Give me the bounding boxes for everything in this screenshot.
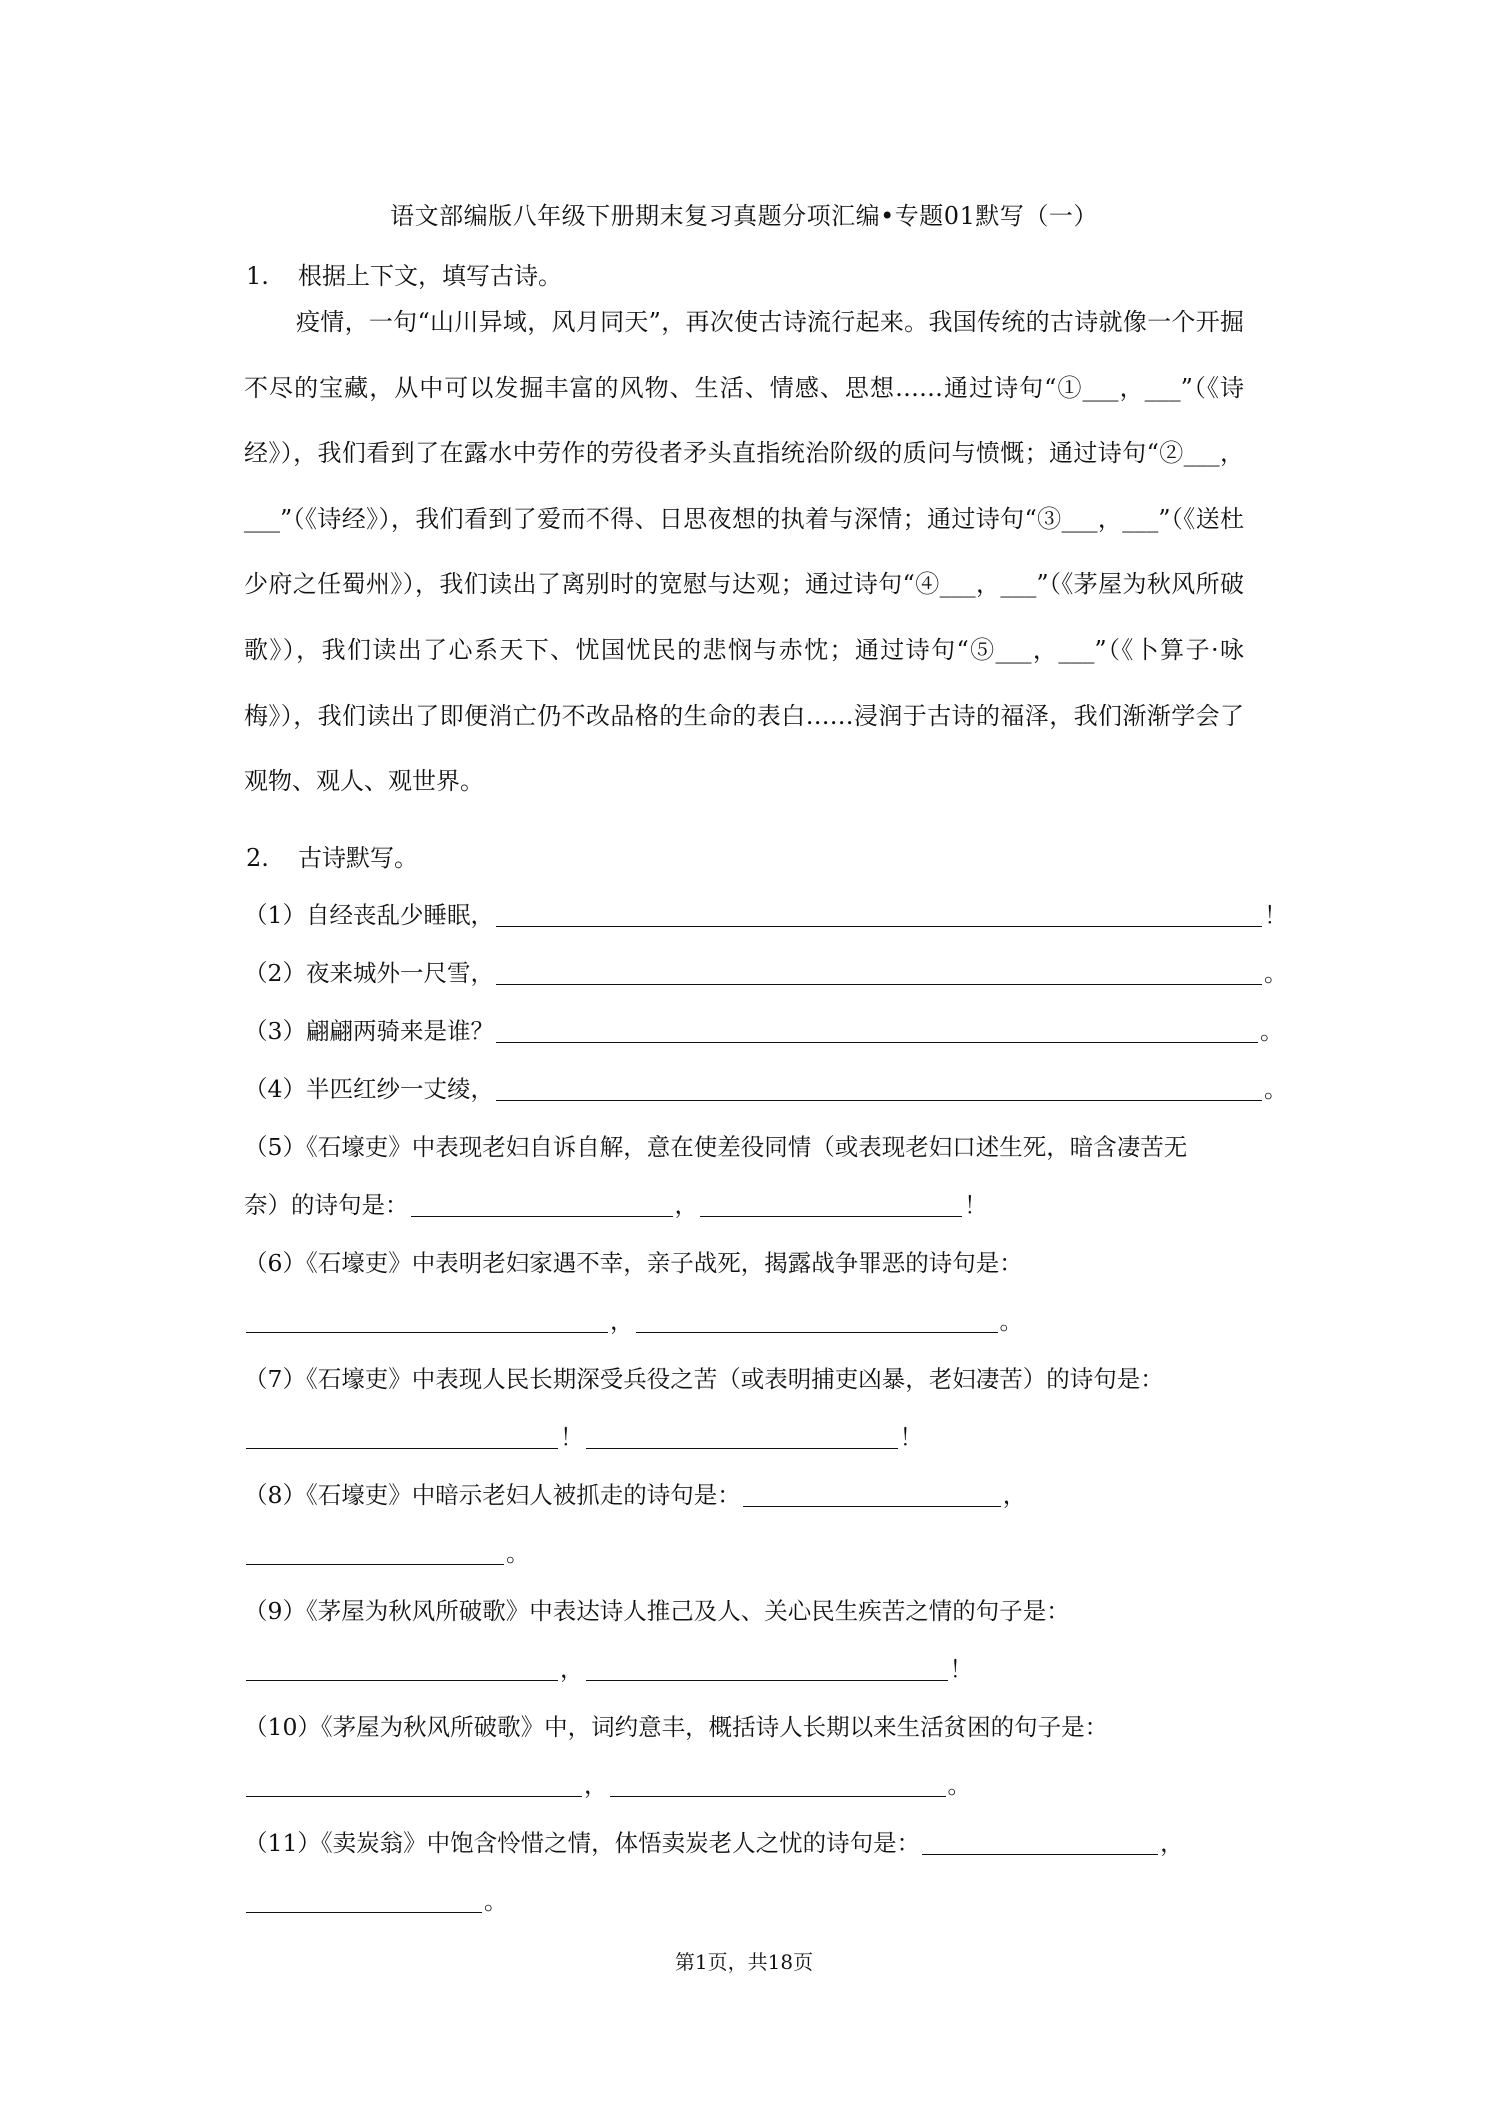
dictation-item-8 bbox=[244, 1476, 1026, 1510]
answer-blank[interactable] bbox=[743, 1480, 1001, 1507]
dictation-item-10-answer bbox=[244, 1766, 971, 1800]
item-text: （2）夜来城外一尺雪， bbox=[244, 959, 494, 987]
item-sep: ！ bbox=[560, 1423, 584, 1451]
item-end: ！ bbox=[1263, 901, 1288, 929]
dictation-item-1 bbox=[244, 896, 1287, 930]
dictation-item-7-answer bbox=[244, 1418, 923, 1452]
answer-blank[interactable] bbox=[496, 900, 1262, 927]
item-text: （4）半匹红纱一丈绫， bbox=[244, 1075, 494, 1103]
answer-blank[interactable] bbox=[636, 1306, 998, 1333]
dictation-item-7 bbox=[244, 1360, 1164, 1394]
answer-blank[interactable] bbox=[246, 1654, 558, 1681]
item-end: 。 bbox=[506, 1539, 530, 1567]
dictation-item-3 bbox=[244, 1012, 1283, 1046]
dictation-item-10 bbox=[244, 1708, 1108, 1742]
item-end: 。 bbox=[1263, 959, 1288, 987]
answer-blank[interactable] bbox=[586, 1422, 898, 1449]
question-number: 1. bbox=[246, 262, 269, 290]
dictation-item-6-answer bbox=[244, 1302, 1023, 1336]
item-end: ！ bbox=[899, 1423, 923, 1451]
item-sep: ， bbox=[1160, 1829, 1184, 1857]
question-prompt: 古诗默写。 bbox=[298, 844, 418, 872]
item-sep: ， bbox=[1002, 1481, 1027, 1509]
answer-blank[interactable] bbox=[246, 1770, 582, 1797]
item-end: 。 bbox=[947, 1771, 971, 1799]
passage-text: 疫情，一句“山川异域，风月同天”，再次使古诗流行起来。我国传统的古诗就像一个开掘不尽的宝藏，从中可以发掘丰富的风物、生活、情感、思想……通过诗句“①___，___”（《诗经》），我们看到了在露水中劳作的劳役者矛头直指统治阶级的质问与愤慨；通过诗句“②___，___”（《诗经》），我们看到了爱而不得、日思夜想的执着与深情；通过诗句“③___，___”（《送杜少府之任蜀州》），我们读出了离别时的宽慰与达观；通过诗句“④___，___”（《茅屋为秋风所破歌》），我们读出了心系天下、忧国忧民的悲悯与赤忱；通过诗句“⑤___，___”（《卜算子·咏梅》），我们读出了即便消亡仍不改品格的生命的表白……浸润于古诗的福泽，我们渐渐学会了观物、观人、观世界。 bbox=[244, 308, 1244, 796]
dictation-item-9-answer bbox=[244, 1650, 973, 1684]
question-prompt: 根据上下文，填写古诗。 bbox=[298, 262, 562, 290]
item-text: （1）自经丧乱少睡眠， bbox=[244, 901, 494, 929]
item-end: ！ bbox=[949, 1655, 973, 1683]
item-text-continued: 奈）的诗句是： bbox=[244, 1191, 409, 1219]
item-text: （7）《石壕吏》中表现人民长期深受兵役之苦（或表明捕吏凶暴，老妇凄苦）的诗句是： bbox=[244, 1365, 1164, 1393]
question-2-header bbox=[246, 838, 418, 873]
dictation-item-8-answer bbox=[244, 1534, 530, 1568]
question-1-header bbox=[246, 256, 562, 291]
answer-blank[interactable] bbox=[246, 1886, 482, 1913]
dictation-item-11-answer bbox=[244, 1882, 508, 1916]
item-text: （11）《卖炭翁》中饱含怜惜之情，体悟卖炭老人之忧的诗句是： bbox=[244, 1829, 921, 1857]
item-sep: ， bbox=[584, 1771, 608, 1799]
answer-blank[interactable] bbox=[586, 1654, 948, 1681]
question-number: 2. bbox=[246, 844, 269, 872]
dictation-item-4 bbox=[244, 1070, 1287, 1104]
dictation-item-2 bbox=[244, 954, 1287, 988]
document-title: 语文部编版八年级下册期末复习真题分项汇编•专题01默写（一） bbox=[390, 202, 1098, 230]
item-text: （6）《石壕吏》中表明老妇家遇不幸，亲子战死，揭露战争罪恶的诗句是： bbox=[244, 1249, 1023, 1277]
answer-blank[interactable] bbox=[411, 1190, 673, 1217]
question-1-passage bbox=[244, 290, 1244, 815]
answer-blank[interactable] bbox=[610, 1770, 946, 1797]
item-end: ！ bbox=[964, 1191, 988, 1219]
dictation-item-11 bbox=[244, 1824, 1184, 1858]
answer-blank[interactable] bbox=[496, 958, 1262, 985]
item-sep: ， bbox=[674, 1191, 698, 1219]
item-text: （9）《茅屋为秋风所破歌》中表达诗人推己及人、关心民生疾苦之情的句子是： bbox=[244, 1597, 1070, 1625]
item-end: 。 bbox=[1263, 1075, 1288, 1103]
answer-blank[interactable] bbox=[246, 1422, 558, 1449]
item-text: （5）《石壕吏》中表现老妇自诉自解，意在使差役同情（或表现老妇口述生死，暗含凄苦无 bbox=[244, 1133, 1188, 1161]
dictation-item-9 bbox=[244, 1592, 1070, 1626]
page-footer: 第1页，共18页 bbox=[674, 1950, 814, 1974]
item-text: （8）《石壕吏》中暗示老妇人被抓走的诗句是： bbox=[244, 1481, 741, 1509]
item-sep: ， bbox=[610, 1307, 634, 1335]
answer-blank[interactable] bbox=[246, 1306, 608, 1333]
item-text: （3）翩翩两骑来是谁？ bbox=[244, 1017, 494, 1045]
answer-blank[interactable] bbox=[246, 1538, 504, 1565]
item-end: 。 bbox=[484, 1887, 508, 1915]
answer-blank[interactable] bbox=[496, 1074, 1262, 1101]
dictation-item-6 bbox=[244, 1244, 1023, 1278]
answer-blank[interactable] bbox=[922, 1828, 1158, 1855]
answer-blank[interactable] bbox=[700, 1190, 962, 1217]
item-end: 。 bbox=[1259, 1017, 1284, 1045]
dictation-item-5-continued bbox=[244, 1186, 988, 1220]
item-text: （10）《茅屋为秋风所破歌》中，词约意丰，概括诗人长期以来生活贫困的句子是： bbox=[244, 1713, 1109, 1741]
item-sep: ， bbox=[560, 1655, 584, 1683]
dictation-item-5 bbox=[244, 1128, 1187, 1162]
item-end: 。 bbox=[999, 1307, 1023, 1335]
answer-blank[interactable] bbox=[496, 1016, 1258, 1043]
